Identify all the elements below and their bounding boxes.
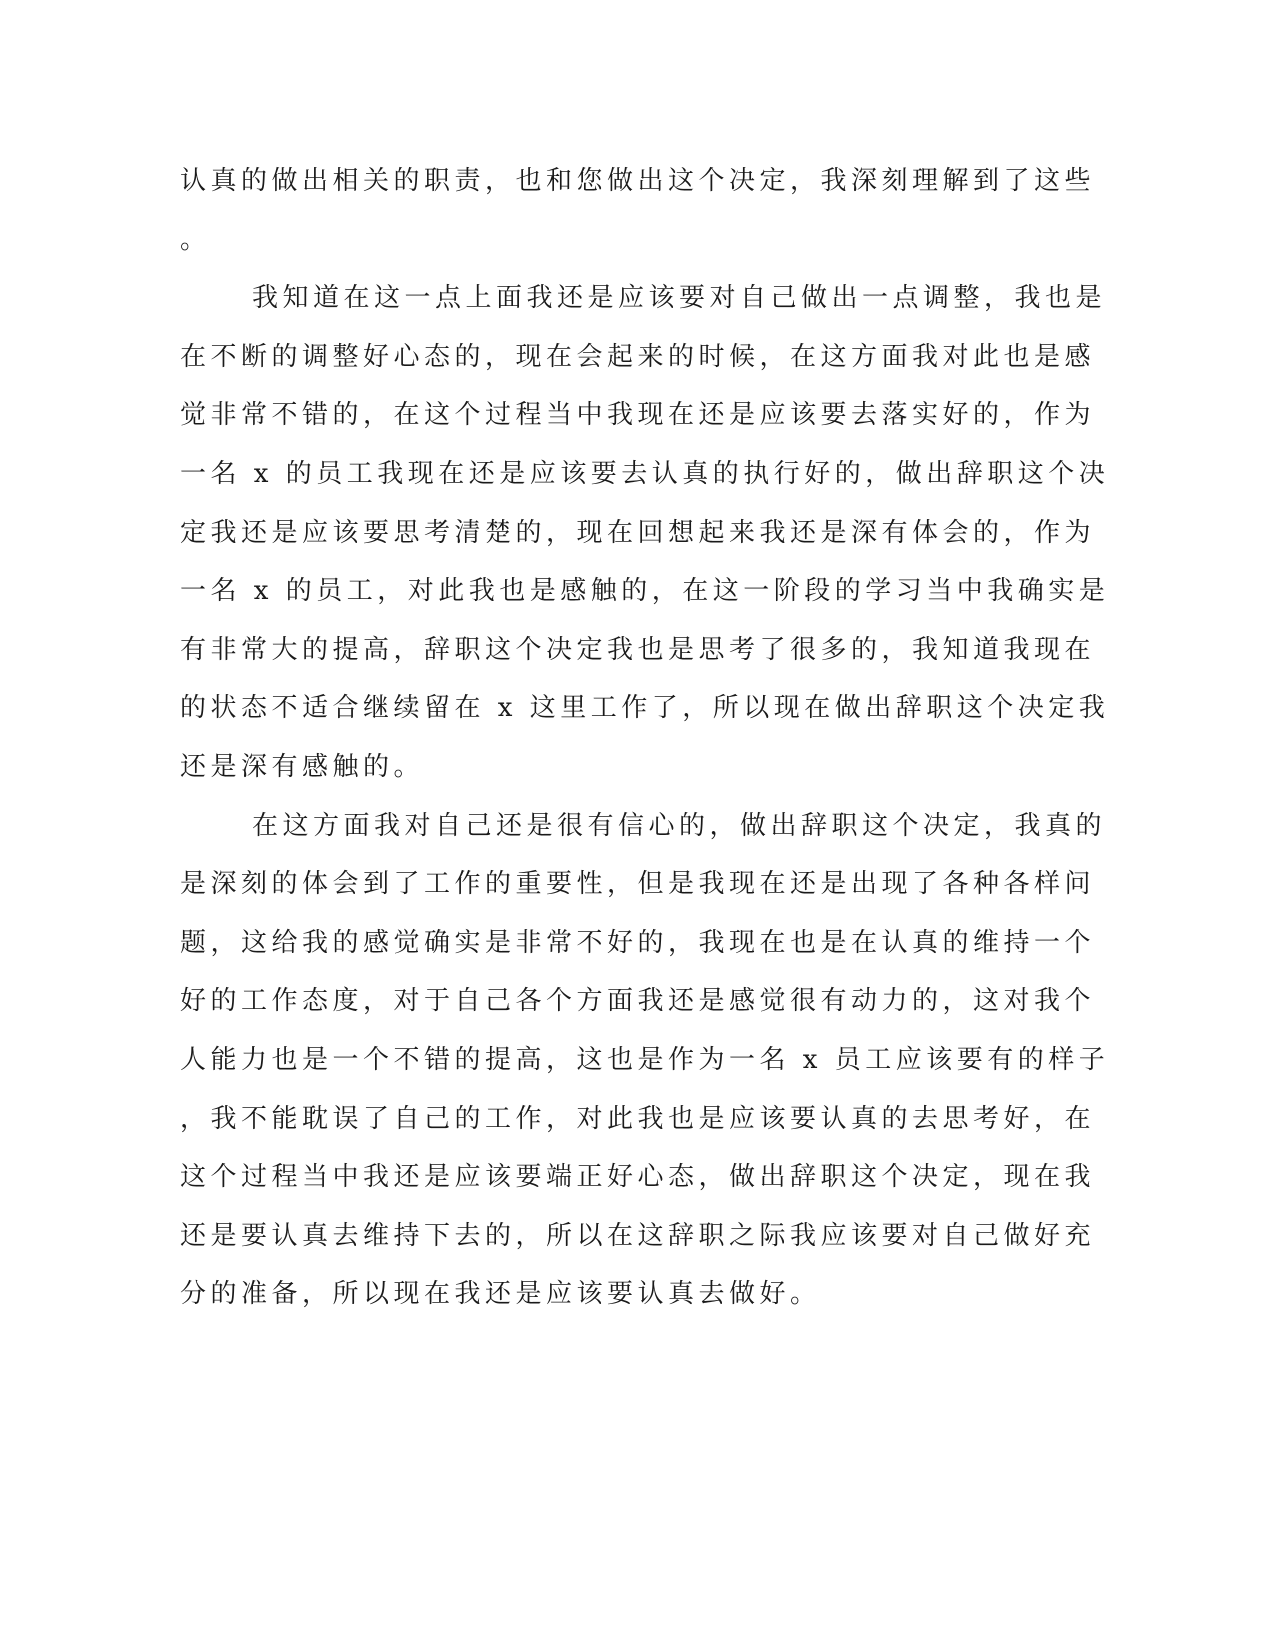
text-line: 题，这给我的感觉确实是非常不好的，我现在也是在认真的维持一个 <box>180 927 1096 958</box>
text-line: ，我不能耽误了自己的工作，对此我也是应该要认真的去思考好，在 <box>180 1103 1096 1134</box>
text-line: 还是深有感触的。 <box>180 751 425 782</box>
text-line: 还是要认真去维持下去的，所以在这辞职之际我应该要对自己做好充 <box>180 1220 1096 1251</box>
text-line: 分的准备，所以现在我还是应该要认真去做好。 <box>180 1279 821 1310</box>
paragraph-start-line: 在这方面我对自己还是很有信心的，做出辞职这个决定，我真的 <box>252 810 1107 841</box>
text-line: 有非常大的提高，辞职这个决定我也是思考了很多的，我知道我现在 <box>180 634 1096 665</box>
text-line: 一名 x 的员工我现在还是应该要去认真的执行好的，做出辞职这个决 <box>180 458 1110 489</box>
text-line: 定我还是应该要思考清楚的，现在回想起来我还是深有体会的，作为 <box>180 517 1096 548</box>
text-line: 在不断的调整好心态的，现在会起来的时候，在这方面我对此也是感 <box>180 341 1096 372</box>
text-line: 人能力也是一个不错的提高，这也是作为一名 x 员工应该要有的样子 <box>180 1044 1110 1075</box>
text-line: 觉非常不错的，在这个过程当中我现在还是应该要去落实好的，作为 <box>180 400 1096 431</box>
document-body <box>180 152 1110 1324</box>
text-line: 好的工作态度，对于自己各个方面我还是感觉很有动力的，这对我个 <box>180 986 1096 1017</box>
text-line: 是深刻的体会到了工作的重要性，但是我现在还是出现了各种各样问 <box>180 869 1096 900</box>
text-line: 一名 x 的员工，对此我也是感触的，在这一阶段的学习当中我确实是 <box>180 576 1110 607</box>
text-line: 。 <box>180 224 211 255</box>
paragraph-start-line: 我知道在这一点上面我还是应该要对自己做出一点调整，我也是 <box>252 283 1107 314</box>
text-line: 这个过程当中我还是应该要端正好心态，做出辞职这个决定，现在我 <box>180 1162 1096 1193</box>
text-line: 认真的做出相关的职责，也和您做出这个决定，我深刻理解到了这些 <box>180 166 1096 196</box>
text-line: 的状态不适合继续留在 x 这里工作了，所以现在做出辞职这个决定我 <box>180 693 1110 724</box>
